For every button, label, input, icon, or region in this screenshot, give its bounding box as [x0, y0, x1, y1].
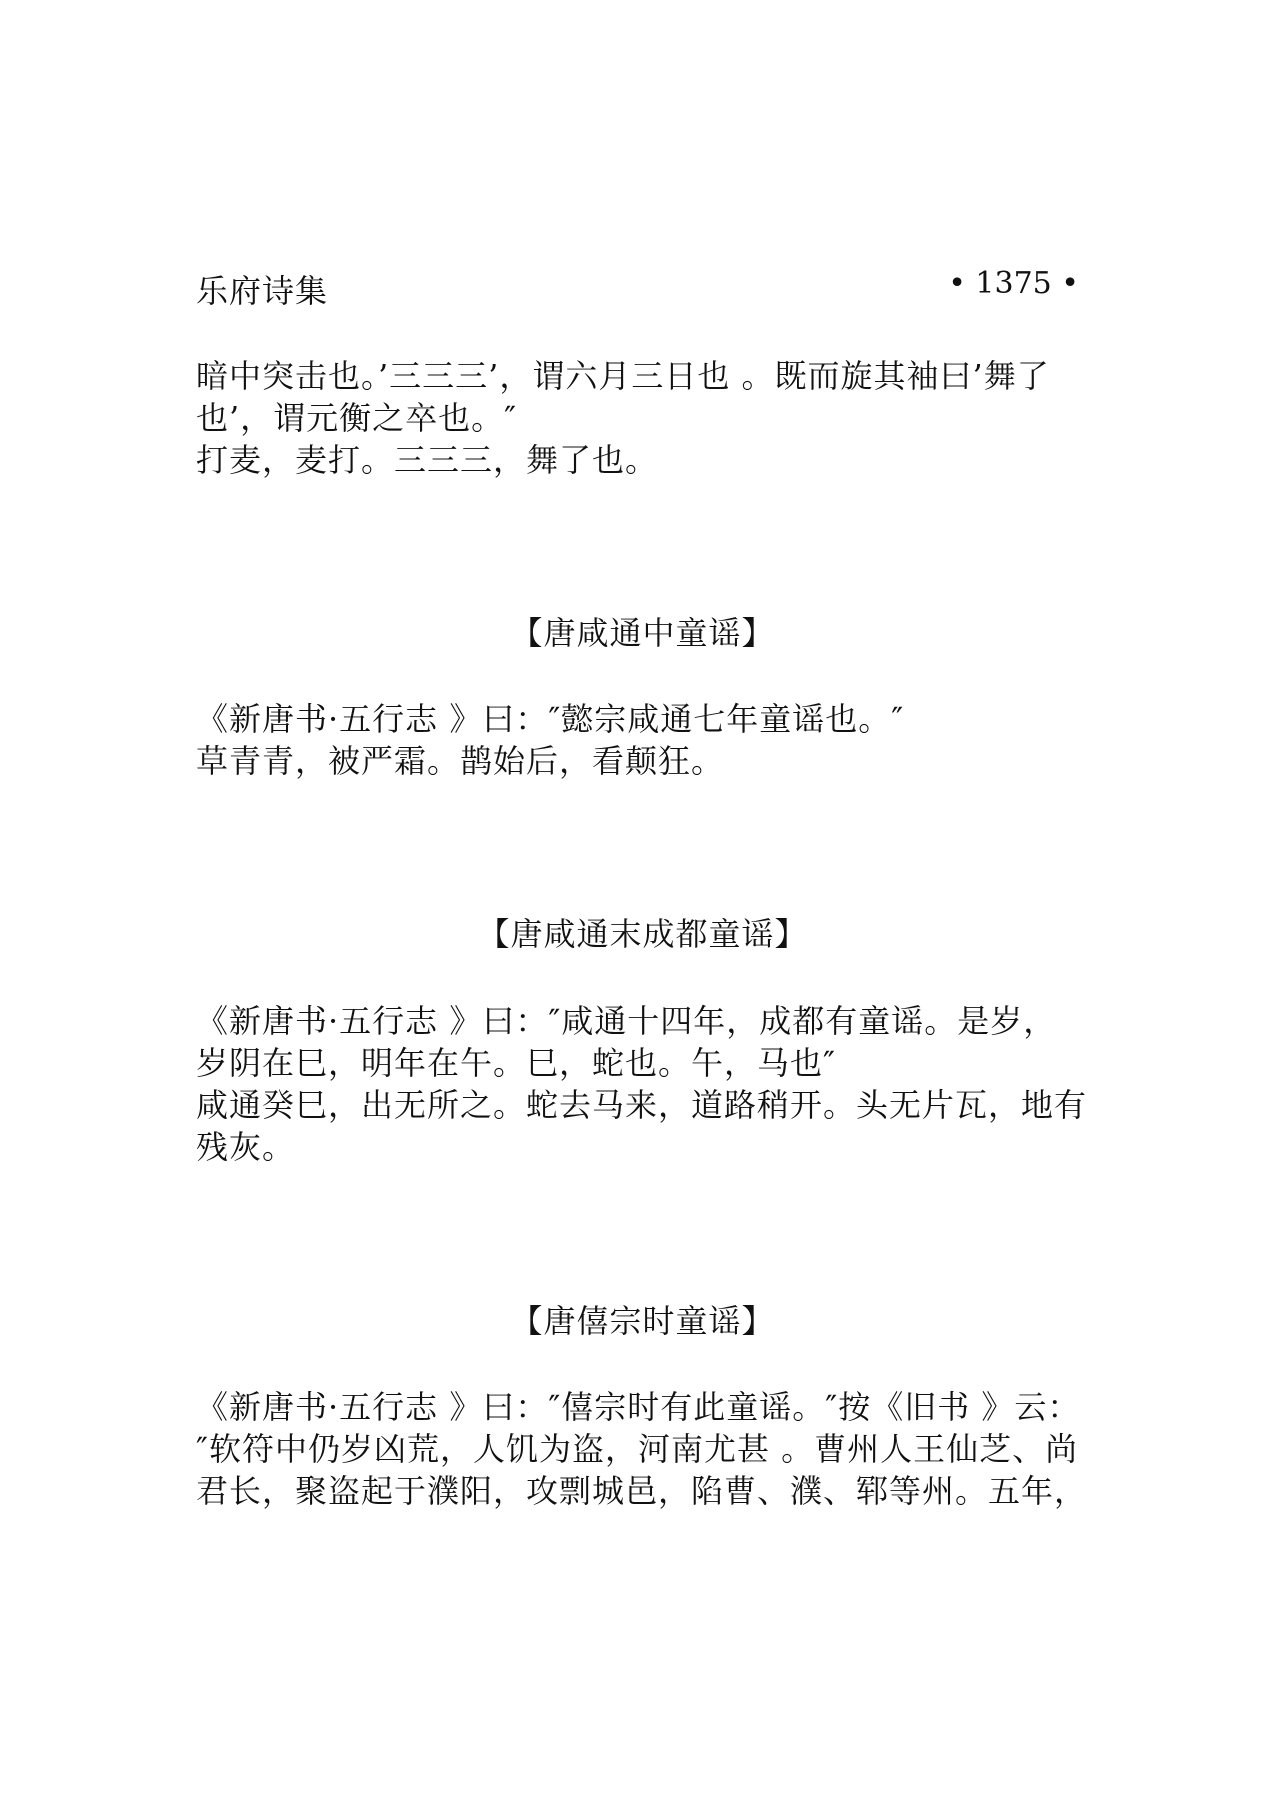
- text-line: 残灰。: [196, 1128, 296, 1166]
- section-body: [196, 1000, 1089, 1168]
- intro-paragraph: [196, 355, 1089, 481]
- text-line: 《新唐书·五行志 》曰：″僖宗时有此童谣。″按《旧书 》云：: [196, 1388, 1081, 1426]
- text-line: 《新唐书·五行志 》曰：″懿宗咸通七年童谣也。″: [196, 700, 905, 738]
- section-body: [196, 698, 1089, 782]
- section-title: 【唐咸通末成都童谣】: [477, 915, 808, 953]
- text-line: 草青青，被严霜。鹊始后，看颠狂。: [196, 742, 725, 780]
- section-title: 【唐咸通中童谣】: [510, 614, 775, 652]
- book-title: 乐府诗集: [196, 272, 329, 310]
- text-line: 也’，谓元衡之卒也。″: [196, 399, 518, 437]
- page-header: [196, 266, 1079, 310]
- page-number: • 1375 •: [948, 266, 1079, 301]
- text-line: 咸通癸巳，出无所之。蛇去马来，道路稍开。头无片瓦，地有: [196, 1086, 1088, 1124]
- text-line: 暗中突击也。’三三三’，谓六月三日也 。既而旋其袖曰’舞了: [196, 357, 1050, 395]
- text-line: ″软符中仍岁凶荒，人饥为盗，河南尤甚 。曹州人王仙芝、尚: [196, 1430, 1079, 1468]
- section-body: [196, 1386, 1089, 1512]
- text-line: 打麦，麦打。三三三，舞了也。: [196, 441, 659, 479]
- section-title: 【唐僖宗时童谣】: [510, 1302, 775, 1340]
- text-line: 岁阴在巳，明年在午。巳，蛇也。午，马也″: [196, 1044, 836, 1082]
- text-line: 《新唐书·五行志 》曰：″咸通十四年，成都有童谣。是岁，: [196, 1002, 1057, 1040]
- text-line: 君长，聚盗起于濮阳，攻剽城邑，陷曹、濮、郓等州。五年，: [196, 1472, 1088, 1510]
